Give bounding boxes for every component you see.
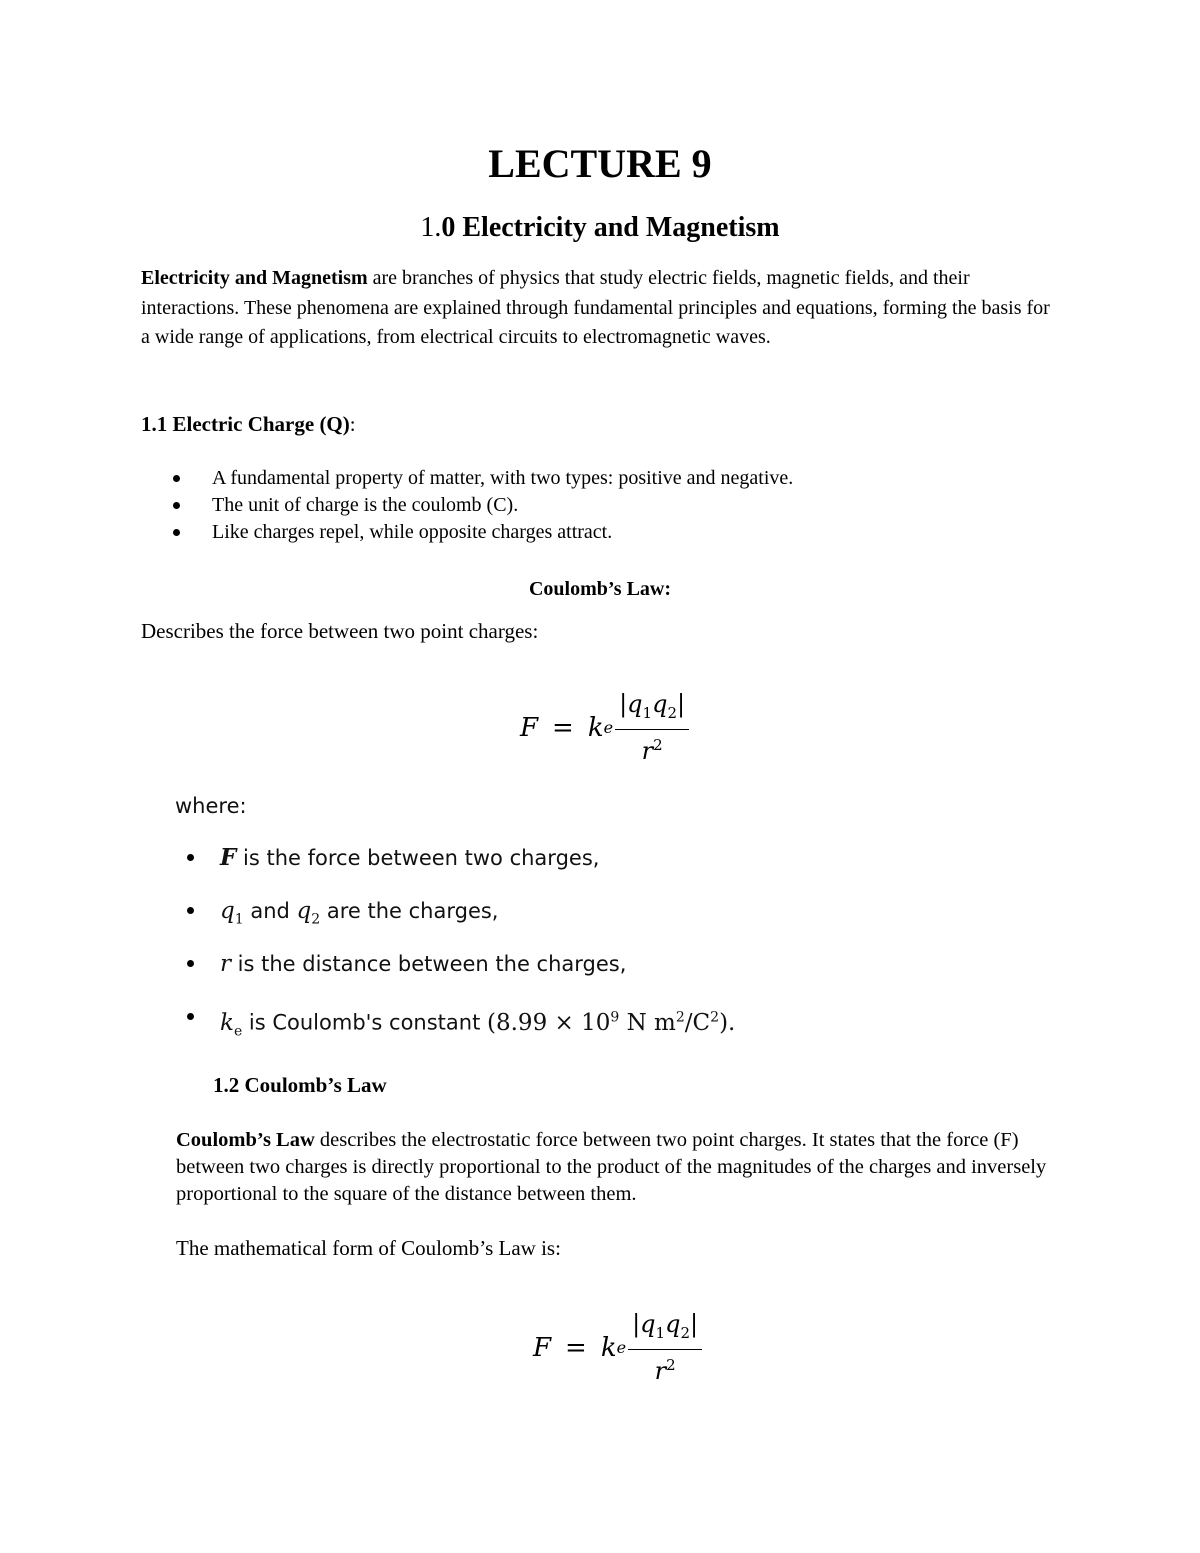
describes-text: Describes the force between two point charges: — [141, 619, 539, 643]
formula-lhs: F — [533, 1332, 552, 1363]
where-item-text: is the distance between the charges, — [231, 952, 627, 976]
bullet-icon — [173, 475, 180, 482]
formula-numerator: $|q_1q_2|$ — [615, 690, 689, 730]
bullet-icon — [187, 960, 194, 967]
where-item-text: are the charges, — [320, 899, 499, 923]
bullet-icon — [187, 854, 194, 861]
formula-fraction — [615, 690, 689, 766]
symbol-q2: $q_2$ — [296, 898, 321, 928]
symbol-ke: $k_e$ — [220, 1009, 243, 1040]
list-item — [175, 999, 735, 1052]
intro-bold-term: Electricity and Magnetism — [141, 267, 368, 289]
bullet-text: Like charges repel, while opposite charges attract. — [212, 521, 613, 543]
list-item — [175, 946, 735, 999]
where-item-text: and — [243, 899, 297, 923]
list-item — [175, 893, 735, 946]
bullet-text: The unit of charge is the coulomb (C). — [212, 494, 519, 516]
formula-k-sub: e — [603, 718, 614, 738]
formula-equals: = — [565, 1332, 587, 1363]
formula-k-sub: e — [616, 1338, 627, 1358]
bullet-icon — [173, 502, 180, 509]
symbol-r: r — [220, 951, 231, 977]
coulombs-law-bold-term: Coulomb’s Law — [176, 1129, 315, 1151]
coulomb-formula-2 — [533, 1310, 702, 1386]
where-list — [175, 840, 735, 1052]
list-item — [175, 840, 735, 893]
page-title: LECTURE 9 — [488, 141, 712, 186]
formula-k: k — [587, 712, 604, 743]
where-label: where: — [175, 794, 247, 818]
formula-fraction — [628, 1310, 702, 1386]
bullet-text: A fundamental property of matter, with two types: positive and negative. — [212, 467, 794, 489]
bullet-icon — [173, 529, 180, 536]
electric-charge-heading-colon: : — [349, 412, 356, 436]
coulombs-law-subheading: Coulomb’s Law: — [528, 578, 672, 600]
formula-equals: = — [552, 712, 574, 743]
coulomb-constant-value: ($8.99 \times 10^9$ N $m^2/C^2$). — [487, 1009, 736, 1036]
coulomb-formula — [520, 690, 689, 766]
symbol-q1: $q_1$ — [220, 898, 244, 928]
coulombs-law-paragraph — [176, 1127, 1066, 1208]
list-item — [141, 519, 793, 546]
formula-numerator: $|q_1q_2|$ — [628, 1310, 702, 1350]
section-heading-electricity-magnetism — [0, 210, 1200, 246]
where-item-text: is Coulomb's constant — [242, 1010, 488, 1035]
math-form-text: The mathematical form of Coulomb’s Law is: — [176, 1236, 561, 1260]
symbol-f: F — [220, 844, 237, 871]
formula-denominator: $r^2$ — [641, 735, 663, 765]
list-item — [141, 465, 793, 492]
section-heading-text: Electricity and Magnetism — [462, 212, 780, 243]
coulombs-law-text: describes the electrostatic force between two point charges. It states that the force (F) between two charges is directly proportional to the product of the magnitudes of the charges and inversely proportional to the square of the distance between them. — [176, 1129, 1047, 1205]
intro-paragraph — [141, 264, 1056, 353]
intro-text: are branches of physics that study electric fields, magnetic fields, and their interactions. These phenomena are explained through fundamental principles and equations, forming the basis for a wide range of applications, from electrical circuits to electromagnetic waves. — [141, 267, 1050, 348]
electric-charge-bullet-list — [141, 465, 793, 546]
section-number-prefix: 1. — [420, 212, 442, 243]
formula-denominator: $r^2$ — [654, 1355, 676, 1385]
section-heading-electric-charge — [141, 410, 356, 438]
section-number-rest: 0 — [441, 212, 456, 243]
bullet-icon — [187, 1013, 194, 1020]
formula-k: k — [600, 1332, 617, 1363]
where-item-text: is the force between two charges, — [236, 846, 600, 870]
bullet-icon — [187, 907, 194, 914]
formula-lhs: F — [520, 712, 539, 743]
section-heading-coulombs-law: 1.2 Coulomb’s Law — [213, 1073, 387, 1097]
electric-charge-heading-text: 1.1 Electric Charge (Q) — [141, 412, 350, 436]
list-item — [141, 492, 793, 519]
